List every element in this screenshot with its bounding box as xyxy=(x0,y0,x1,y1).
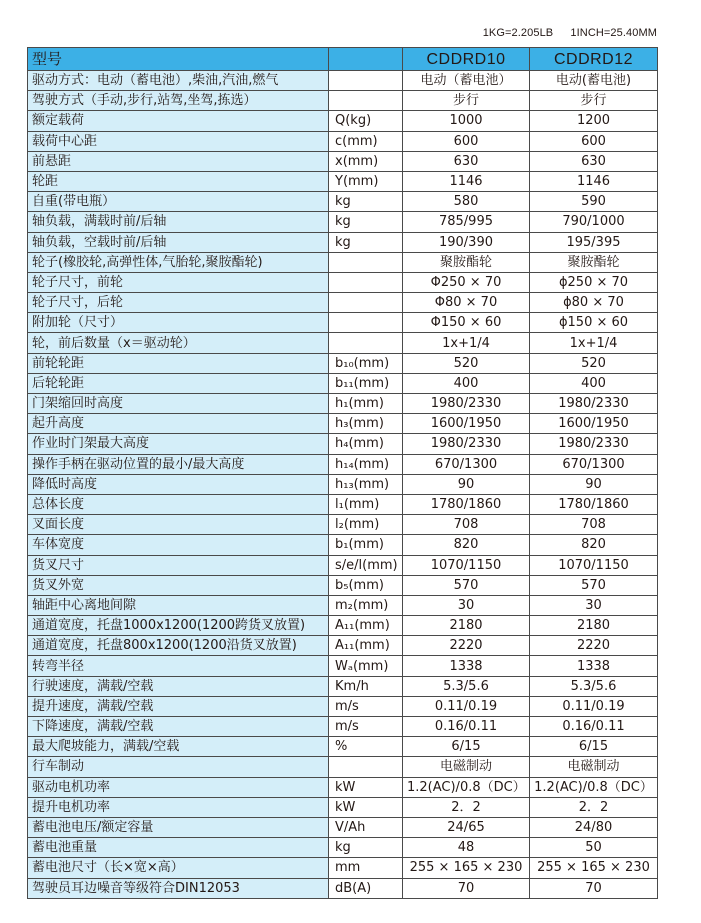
model-value: 聚胺酯轮 xyxy=(530,252,658,272)
model-value: 2180 xyxy=(530,616,658,636)
param-name: 作业时门架最大高度 xyxy=(28,434,329,454)
param-name: 驾驶员耳边噪音等级符合DIN12053 xyxy=(28,878,329,898)
table-row xyxy=(28,454,658,474)
model-value: ϕ150 × 60 xyxy=(530,313,658,333)
model-value: 600 xyxy=(530,131,658,151)
model-value: 2．2 xyxy=(403,797,530,817)
param-unit: h₃(mm) xyxy=(329,414,403,434)
model-value: 1x+1/4 xyxy=(403,333,530,353)
table-row xyxy=(28,555,658,575)
param-unit: l₁(mm) xyxy=(329,494,403,514)
model-value: ϕ250 × 70 xyxy=(530,272,658,292)
model-value: 630 xyxy=(403,151,530,171)
param-name: 总体长度 xyxy=(28,494,329,514)
model-value: ϕ80 × 70 xyxy=(530,293,658,313)
param-unit: m/s xyxy=(329,696,403,716)
table-row xyxy=(28,353,658,373)
model-value: Φ150 × 60 xyxy=(403,313,530,333)
param-unit: h₁₃(mm) xyxy=(329,474,403,494)
model-value: 聚胺酯轮 xyxy=(403,252,530,272)
param-name: 轮子尺寸，后轮 xyxy=(28,293,329,313)
param-name: 操作手柄在驱动位置的最小/最大高度 xyxy=(28,454,329,474)
param-unit: A₁₁(mm) xyxy=(329,636,403,656)
model-value: 1146 xyxy=(530,171,658,191)
model-value: 400 xyxy=(403,373,530,393)
model-value: 1980/2330 xyxy=(530,434,658,454)
param-unit: b₅(mm) xyxy=(329,575,403,595)
param-name: 提升速度，满载/空载 xyxy=(28,696,329,716)
model-value: 步行 xyxy=(403,91,530,111)
param-unit: kW xyxy=(329,797,403,817)
table-row xyxy=(28,777,658,797)
table-row xyxy=(28,757,658,777)
model-value: 1338 xyxy=(530,656,658,676)
model-value: 630 xyxy=(530,151,658,171)
spec-table xyxy=(27,47,658,899)
param-unit xyxy=(329,293,403,313)
table-row xyxy=(28,212,658,232)
model-value: 790/1000 xyxy=(530,212,658,232)
table-row xyxy=(28,696,658,716)
param-unit: s/e/l(mm) xyxy=(329,555,403,575)
table-row xyxy=(28,333,658,353)
param-unit: kg xyxy=(329,232,403,252)
param-unit: kg xyxy=(329,212,403,232)
model-value: 1780/1860 xyxy=(530,494,658,514)
model-value: 0.11/0.19 xyxy=(403,696,530,716)
model-value: 520 xyxy=(530,353,658,373)
param-name: 轮距 xyxy=(28,171,329,191)
model-value: 6/15 xyxy=(530,737,658,757)
table-row xyxy=(28,272,658,292)
model-value: 1600/1950 xyxy=(403,414,530,434)
model-value: 195/395 xyxy=(530,232,658,252)
model-value: 2220 xyxy=(403,636,530,656)
param-name: 起升高度 xyxy=(28,414,329,434)
param-name: 轴距中心离地间隙 xyxy=(28,595,329,615)
model-value: 2220 xyxy=(530,636,658,656)
model-value: 820 xyxy=(403,535,530,555)
model-value: 255 × 165 × 230 xyxy=(403,858,530,878)
model-value: 电磁制动 xyxy=(530,757,658,777)
table-row xyxy=(28,817,658,837)
table-row xyxy=(28,676,658,696)
table-row xyxy=(28,111,658,131)
param-name: 蓄电池电压/额定容量 xyxy=(28,817,329,837)
model-value: 820 xyxy=(530,535,658,555)
model-value: 190/390 xyxy=(403,232,530,252)
param-unit: Q(kg) xyxy=(329,111,403,131)
table-row xyxy=(28,616,658,636)
param-unit: x(mm) xyxy=(329,151,403,171)
model-value: 2180 xyxy=(403,616,530,636)
model-value: Φ250 × 70 xyxy=(403,272,530,292)
model-value: 1338 xyxy=(403,656,530,676)
model-value: 电动（蓄电池） xyxy=(403,71,530,91)
model-value: 520 xyxy=(403,353,530,373)
inch-conversion: 1INCH=25.40MM xyxy=(570,27,657,39)
model-value: 255 × 165 × 230 xyxy=(530,858,658,878)
model-value: 24/65 xyxy=(403,817,530,837)
param-name: 车体宽度 xyxy=(28,535,329,555)
model-value: 30 xyxy=(530,595,658,615)
model-value: 1.2(AC)/0.8（DC） xyxy=(530,777,658,797)
unit-conversion-note xyxy=(469,27,657,39)
table-row xyxy=(28,151,658,171)
table-row xyxy=(28,313,658,333)
param-unit: m₂(mm) xyxy=(329,595,403,615)
model-value: 0.11/0.19 xyxy=(530,696,658,716)
table-row xyxy=(28,373,658,393)
table-row xyxy=(28,636,658,656)
param-name: 通道宽度，托盘800x1200(1200沿货叉放置) xyxy=(28,636,329,656)
table-header-row xyxy=(28,48,658,71)
kg-conversion: 1KG=2.205LB xyxy=(482,27,554,39)
model-value: 电动(蓄电池) xyxy=(530,71,658,91)
param-name: 门架缩回时高度 xyxy=(28,394,329,414)
param-unit: b₁₀(mm) xyxy=(329,353,403,373)
model-value: 1146 xyxy=(403,171,530,191)
model-value: 670/1300 xyxy=(403,454,530,474)
model-value: 708 xyxy=(530,515,658,535)
table-row xyxy=(28,394,658,414)
model-value: 1070/1150 xyxy=(530,555,658,575)
param-unit xyxy=(329,272,403,292)
table-row xyxy=(28,717,658,737)
model-value: 70 xyxy=(530,878,658,898)
model-value: 90 xyxy=(403,474,530,494)
model-value: 590 xyxy=(530,192,658,212)
param-name: 驾驶方式（手动,步行,站驾,坐驾,拣选） xyxy=(28,91,329,111)
table-row xyxy=(28,595,658,615)
table-row xyxy=(28,71,658,91)
model-value: 30 xyxy=(403,595,530,615)
param-name: 载荷中心距 xyxy=(28,131,329,151)
table-row xyxy=(28,414,658,434)
model-value: 708 xyxy=(403,515,530,535)
model-value: 70 xyxy=(403,878,530,898)
model-value: Φ80 × 70 xyxy=(403,293,530,313)
table-row xyxy=(28,474,658,494)
param-name: 降低时高度 xyxy=(28,474,329,494)
model-value: 48 xyxy=(403,838,530,858)
param-unit: kg xyxy=(329,838,403,858)
param-unit: dB(A) xyxy=(329,878,403,898)
model-value: 1.2(AC)/0.8（DC） xyxy=(403,777,530,797)
param-name: 行驶速度，满载/空载 xyxy=(28,676,329,696)
model-name: CDDRD12 xyxy=(530,48,658,71)
table-row xyxy=(28,494,658,514)
param-name: 附加轮（尺寸） xyxy=(28,313,329,333)
param-name: 轴负载，空载时前/后轴 xyxy=(28,232,329,252)
param-unit: h₄(mm) xyxy=(329,434,403,454)
param-unit xyxy=(329,313,403,333)
model-value: 1200 xyxy=(530,111,658,131)
model-value: 580 xyxy=(403,192,530,212)
param-unit: l₂(mm) xyxy=(329,515,403,535)
param-name: 驱动方式：电动（蓄电池）,柴油,汽油,燃气 xyxy=(28,71,329,91)
model-value: 50 xyxy=(530,838,658,858)
model-value: 0.16/0.11 xyxy=(530,717,658,737)
param-name: 额定载荷 xyxy=(28,111,329,131)
model-name: CDDRD10 xyxy=(403,48,530,71)
model-value: 1980/2330 xyxy=(530,394,658,414)
param-name: 行车制动 xyxy=(28,757,329,777)
model-value: 6/15 xyxy=(403,737,530,757)
param-unit: A₁₁(mm) xyxy=(329,616,403,636)
table-row xyxy=(28,434,658,454)
header-label: 型号 xyxy=(28,48,329,71)
table-row xyxy=(28,515,658,535)
model-value: 400 xyxy=(530,373,658,393)
model-value: 24/80 xyxy=(530,817,658,837)
param-name: 通道宽度，托盘1000x1200(1200跨货叉放置) xyxy=(28,616,329,636)
param-name: 轴负载，满载时前/后轴 xyxy=(28,212,329,232)
model-value: 步行 xyxy=(530,91,658,111)
param-unit: Km/h xyxy=(329,676,403,696)
param-unit: b₁₁(mm) xyxy=(329,373,403,393)
param-unit: c(mm) xyxy=(329,131,403,151)
param-unit: h₁₄(mm) xyxy=(329,454,403,474)
header-unit-cell xyxy=(329,48,403,71)
model-value: 570 xyxy=(530,575,658,595)
model-value: 600 xyxy=(403,131,530,151)
param-unit xyxy=(329,252,403,272)
param-unit: h₁(mm) xyxy=(329,394,403,414)
model-value: 1780/1860 xyxy=(403,494,530,514)
param-unit: % xyxy=(329,737,403,757)
model-value: 0.16/0.11 xyxy=(403,717,530,737)
table-row xyxy=(28,858,658,878)
table-row xyxy=(28,737,658,757)
param-name: 蓄电池重量 xyxy=(28,838,329,858)
model-value: 2．2 xyxy=(530,797,658,817)
table-row xyxy=(28,535,658,555)
model-value: 670/1300 xyxy=(530,454,658,474)
param-name: 自重(带电瓶） xyxy=(28,192,329,212)
table-row xyxy=(28,171,658,191)
model-value: 90 xyxy=(530,474,658,494)
param-name: 前悬距 xyxy=(28,151,329,171)
param-unit: V/Ah xyxy=(329,817,403,837)
param-unit: Wₐ(mm) xyxy=(329,656,403,676)
model-value: 1x+1/4 xyxy=(530,333,658,353)
model-value: 1600/1950 xyxy=(530,414,658,434)
param-unit: m/s xyxy=(329,717,403,737)
table-row xyxy=(28,797,658,817)
model-value: 5.3/5.6 xyxy=(530,676,658,696)
table-row xyxy=(28,293,658,313)
param-unit: Y(mm) xyxy=(329,171,403,191)
model-value: 1070/1150 xyxy=(403,555,530,575)
param-name: 转弯半径 xyxy=(28,656,329,676)
model-value: 5.3/5.6 xyxy=(403,676,530,696)
param-unit: kg xyxy=(329,192,403,212)
table-row xyxy=(28,656,658,676)
param-unit: kW xyxy=(329,777,403,797)
param-unit xyxy=(329,71,403,91)
model-value: 电磁制动 xyxy=(403,757,530,777)
param-name: 前轮轮距 xyxy=(28,353,329,373)
model-value: 1980/2330 xyxy=(403,394,530,414)
param-name: 驱动电机功率 xyxy=(28,777,329,797)
param-name: 蓄电池尺寸（长×宽×高） xyxy=(28,858,329,878)
param-unit xyxy=(329,757,403,777)
param-name: 轮，前后数量（x＝驱动轮） xyxy=(28,333,329,353)
param-unit xyxy=(329,333,403,353)
param-unit: b₁(mm) xyxy=(329,535,403,555)
table-row xyxy=(28,91,658,111)
table-row xyxy=(28,192,658,212)
model-value: 785/995 xyxy=(403,212,530,232)
param-name: 后轮轮距 xyxy=(28,373,329,393)
param-name: 叉面长度 xyxy=(28,515,329,535)
param-name: 最大爬坡能力，满载/空载 xyxy=(28,737,329,757)
param-unit: mm xyxy=(329,858,403,878)
param-name: 轮子尺寸，前轮 xyxy=(28,272,329,292)
table-row xyxy=(28,575,658,595)
param-unit xyxy=(329,91,403,111)
param-name: 轮子(橡胶轮,高弹性体,气胎轮,聚胺酯轮) xyxy=(28,252,329,272)
table-row xyxy=(28,252,658,272)
model-value: 570 xyxy=(403,575,530,595)
model-value: 1980/2330 xyxy=(403,434,530,454)
table-row xyxy=(28,131,658,151)
param-name: 货叉外宽 xyxy=(28,575,329,595)
table-row xyxy=(28,838,658,858)
param-name: 货叉尺寸 xyxy=(28,555,329,575)
param-name: 下降速度，满载/空载 xyxy=(28,717,329,737)
model-value: 1000 xyxy=(403,111,530,131)
param-name: 提升电机功率 xyxy=(28,797,329,817)
table-row xyxy=(28,232,658,252)
table-row xyxy=(28,878,658,898)
